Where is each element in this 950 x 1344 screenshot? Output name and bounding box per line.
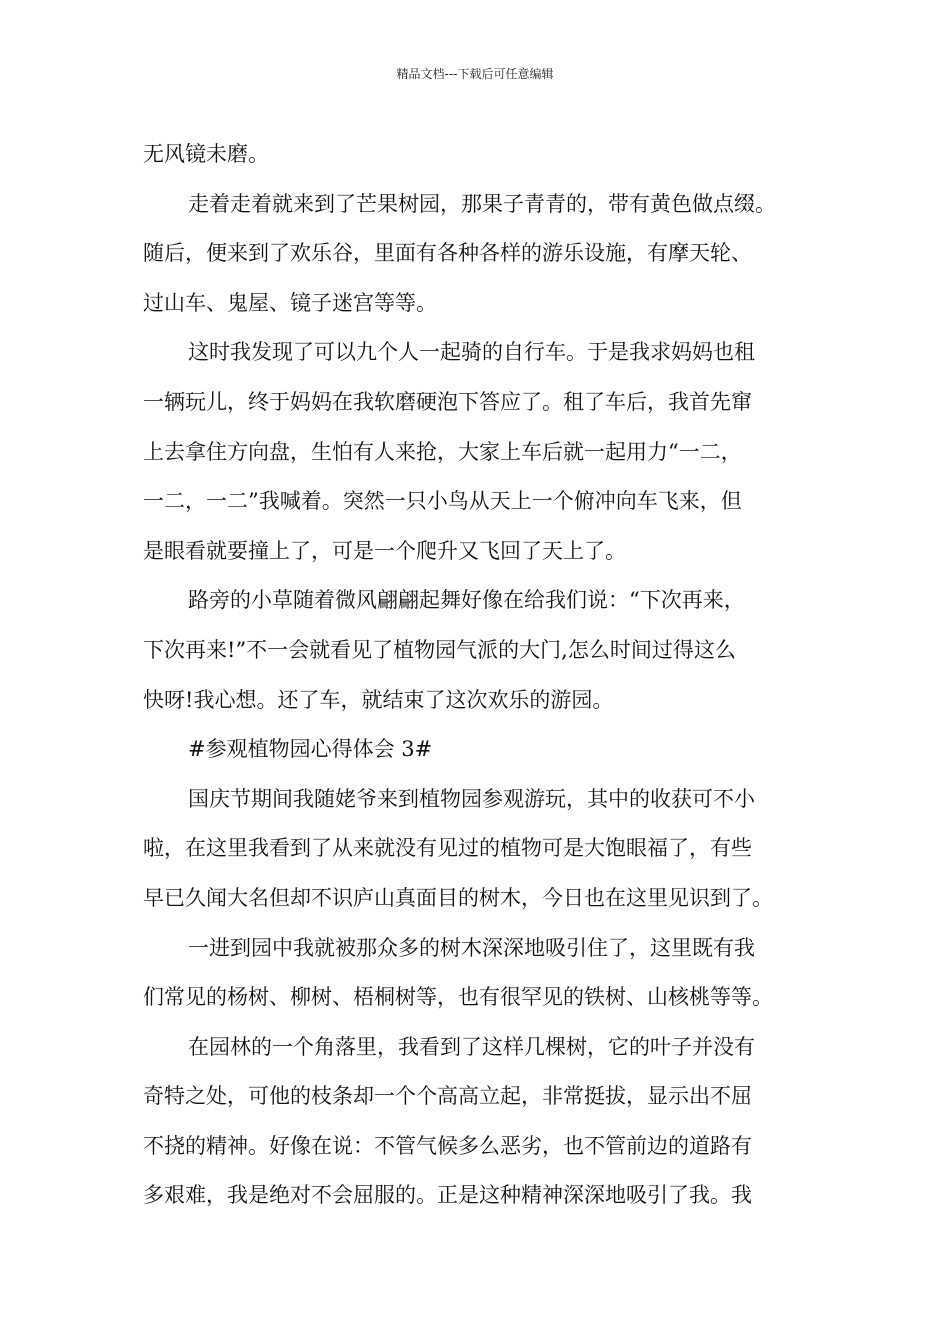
text-line: #参观植物园心得体会 3# xyxy=(188,737,433,762)
text-line: 无风镜未磨。 xyxy=(143,142,269,166)
document-body xyxy=(143,130,813,1221)
text-line: 一辆玩儿，终于妈妈在我软磨硬泡下答应了。租了车后，我首先窜 xyxy=(143,389,752,414)
text-line: 早已久闻大名但却不识庐山真面目的树木，今日也在这里见识到了。 xyxy=(143,885,773,910)
text-line: 走着走着就来到了芒果树园，那果子青青的，带有黄色做点缀。 xyxy=(188,191,776,216)
text-line: 国庆节期间我随姥爷来到植物园参观游玩，其中的收获可不小 xyxy=(188,786,755,811)
text-line: 过山车、鬼屋、镜子迷宫等等。 xyxy=(143,290,437,315)
text-line: 上去拿住方向盘，生怕有人来抢，大家上车后就一起用力“一二， xyxy=(143,439,742,464)
text-line: 路旁的小草随着微风翩翩起舞好像在给我们说：“下次再来， xyxy=(188,588,745,613)
text-line: 快呀!我心想。还了车，就结束了这次欢乐的游园。 xyxy=(143,687,614,712)
text-line: 多艰难，我是绝对不会屈服的。正是这种精神深深地吸引了我。我 xyxy=(143,1183,752,1208)
text-line: 下次再来!”不一会就看见了植物园气派的大门,怎么时间过得这么 xyxy=(143,637,736,662)
text-line: 们常见的杨树、柳树、梧桐树等，也有很罕见的铁树、山核桃等等。 xyxy=(143,985,773,1010)
text-line: 是眼看就要撞上了，可是一个爬升又飞回了天上了。 xyxy=(143,538,626,563)
text-line: 不挠的精神。好像在说：不管气候多么恶劣，也不管前边的道路有 xyxy=(143,1133,752,1158)
text-line: 随后，便来到了欢乐谷，里面有各种各样的游乐设施，有摩天轮、 xyxy=(143,241,752,266)
page-header: 精品文档---下载后可任意编辑 xyxy=(396,67,554,81)
text-line: 在园林的一个角落里，我看到了这样几棵树，它的叶子并没有 xyxy=(188,1034,755,1059)
text-line: 这时我发现了可以九个人一起骑的自行车。于是我求妈妈也租 xyxy=(188,340,755,365)
text-line: 奇特之处，可他的枝条却一个个高高立起，非常挺拔，显示出不屈 xyxy=(143,1084,752,1109)
text-line: 啦，在这里我看到了从来就没有见过的植物可是大饱眼福了，有些 xyxy=(143,836,752,861)
text-line: 一二，一二”我喊着。突然一只小鸟从天上一个俯冲向车飞来，但 xyxy=(143,489,742,514)
text-line: 一进到园中我就被那众多的树木深深地吸引住了，这里既有我 xyxy=(188,935,755,960)
